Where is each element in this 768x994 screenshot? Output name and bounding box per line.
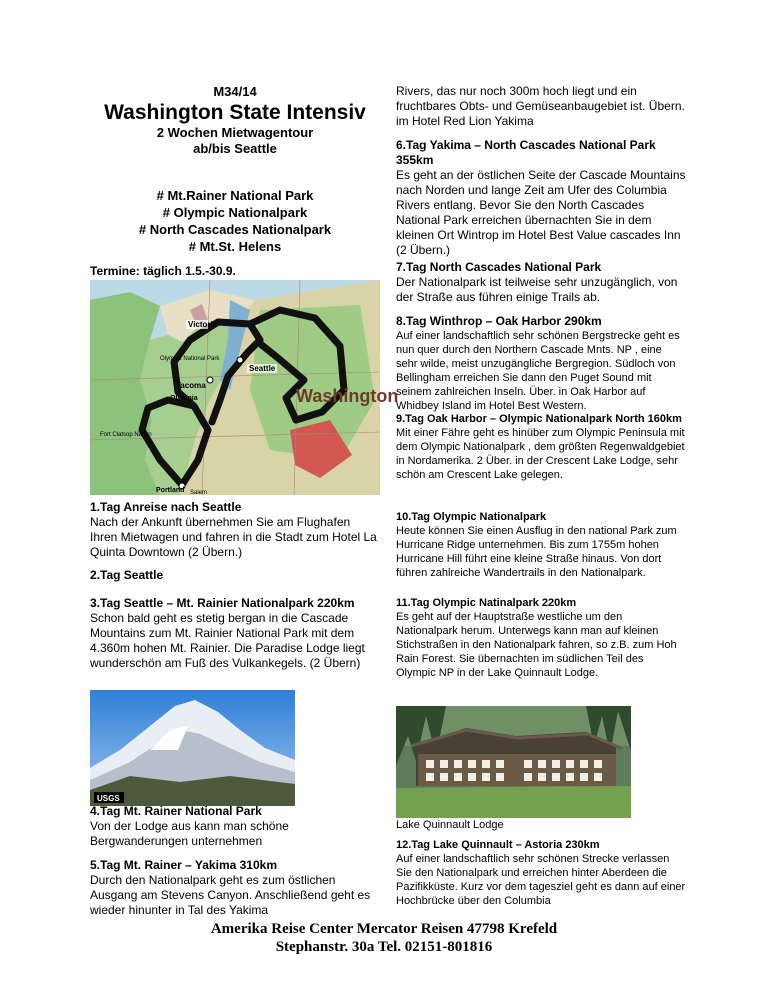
day-text: Es geht auf der Hauptstraße westliche um den Nationalpark herum. Unterwegs kann man auf kleinen Stichstraßen in den Nationalpark fahren, so z.B. zum Hoh Rain Forest. Sie übernachten im südlichen Teil des Olympic NP in der Lake Quinnault Lodge. <box>396 611 677 679</box>
day-7 <box>396 260 686 305</box>
day-heading: 3.Tag Seattle – Mt. Rainier Nationalpark 220km <box>90 596 355 610</box>
day-heading: 8.Tag Winthrop – Oak Harbor 290km <box>396 314 602 328</box>
day-9 <box>396 412 686 482</box>
day-text: Mit einer Fähre geht es hinüber zum Olympic Peninsula mit dem Olympic Nationalpark , dem größten Regenwaldgebiet in Nordamerika. 2 Über. in der Crescent Lake Lodge, sehr schön am Crescent Lake gelegen. <box>396 427 685 481</box>
photo-caption: Lake Quinnault Lodge <box>396 819 504 831</box>
route-map <box>90 280 399 496</box>
trip-code: M34/14 <box>213 84 257 99</box>
map-label-fort-clatsop: Fort Clatsop Nation <box>100 432 152 438</box>
subtitle-line-2: ab/bis Seattle <box>193 141 277 156</box>
day-text: Von der Lodge aus kann man schöne Bergwanderungen unternehmen <box>90 819 289 848</box>
day-heading: 6.Tag Yakima – North Cascades National Park 355km <box>396 138 656 167</box>
day-10 <box>396 510 686 580</box>
day-text: Auf einer landschaftlich sehr schönen Strecke verlassen Sie den Nationalpark und erreichen hinter Aberdeen die Pazifikküste. Kurz vor dem tagesziel geht es dann auf einer Hochbrücke über den Columbia <box>396 853 686 907</box>
day-heading: 7.Tag North Cascades National Park <box>396 260 602 274</box>
day-text: Rivers, das nur noch 300m hoch liegt und ein fruchtbares Obts- und Gemüseanbaugebiet ist. Übern. im Hotel Red Lion Yakima <box>396 84 685 128</box>
usgs-badge: USGS <box>97 794 120 803</box>
day-6 <box>396 138 686 258</box>
day-1 <box>90 500 380 560</box>
left-column <box>90 84 399 917</box>
day-text: Es geht an der östlichen Seite der Cascade Mountains nach Norden und lange Zeit am Ufer des Columbia Rivers entlang. Bevor Sie den North Cascades National Park erreichen übernachten Sie in dem kleinen Ort Wintrop im Hotel Best Value cascades Inn (2 Übern.) <box>396 168 686 257</box>
termine: Termine: täglich 1.5.-30.9. <box>90 264 236 278</box>
day-heading: 12.Tag Lake Quinnault – Astoria 230km <box>396 839 600 851</box>
day-text: Auf einer landschaftlich sehr schönen Bergstrecke geht es nun quer durch den Northern Cascade Mnts. NP , eine sehr wilde, meist unzugängliche Bergregion. Südloch von Bellingham erreichen Sie dann den Puget Sound mit seinem zahlreichen Inseln. Über. in Oak Harbor auf Whidbey Island im Hotel Best Western. <box>396 330 680 412</box>
day-heading: 9.Tag Oak Harbor – Olympic Nationalpark North 160km <box>396 413 682 425</box>
day-2 <box>90 568 380 583</box>
day-3 <box>90 596 380 671</box>
day-heading: 5.Tag Mt. Rainer – Yakima 310km <box>90 858 277 872</box>
day-heading: 2.Tag Seattle <box>90 568 164 582</box>
day-5 <box>90 858 380 918</box>
map-label-olympic: Olympic National Park <box>160 356 220 362</box>
lake-quinnault-lodge-photo <box>396 706 631 818</box>
map-label-washington: Washington <box>296 386 399 406</box>
highlight-item: # Olympic Nationalpark <box>162 205 308 220</box>
day-heading: 10.Tag Olympic Nationalpark <box>396 511 547 523</box>
map-label-victoria: Victoria <box>188 320 218 329</box>
highlights-list <box>90 187 380 255</box>
footer-line-1: Amerika Reise Center Mercator Reisen 47798 Krefeld <box>210 921 558 937</box>
day-text: Schon bald geht es stetig bergan in die Cascade Mountains zum Mt. Rainier National Park mit dem 4.360m hohen Mt. Rainier. Die Paradise Lodge liegt wunderschön am Fuß des Vulkankegels. (2 Übern) <box>90 611 365 670</box>
page-title: Washington State Intensiv <box>104 101 366 124</box>
map-label-portland: Portland <box>156 487 185 494</box>
day-text: Der Nationalpark ist teilweise sehr unzugänglich, von der Straße aus führen einige Trails ab. <box>396 275 678 304</box>
day-heading: 1.Tag Anreise nach Seattle <box>90 500 242 514</box>
highlight-item: # Mt.St. Helens <box>188 239 282 254</box>
day-11 <box>396 596 686 680</box>
day-5-continued <box>396 84 686 129</box>
highlight-item: # North Cascades Nationalpark <box>138 222 332 237</box>
subtitle-line-1: 2 Wochen Mietwagentour <box>156 125 314 140</box>
day-heading: 4.Tag Mt. Rainer National Park <box>90 804 262 818</box>
day-8 <box>396 314 686 413</box>
day-text: Heute können Sie einen Ausflug in den national Park zum Hurricane Ridge unternehmen. Bis zum 1755m hohen Hurricane Hill führt eine kleine Straße hinaus. Von dort führen zahlreiche Wandertrails in den Nationalpark. <box>396 525 677 579</box>
day-heading: 11.Tag Olympic Natinalpark 220km <box>396 597 577 609</box>
map-label-salem: Salem <box>190 490 208 496</box>
map-label-olympia: Olympia <box>170 395 198 402</box>
mount-rainier-photo <box>90 690 295 806</box>
day-text: Durch den Nationalpark geht es zum östlichen Ausgang am Stevens Canyon. Anschließend geht es wieder hinunter in Tal des Yakima <box>90 873 371 917</box>
map-label-tacoma: Tacoma <box>176 381 206 390</box>
day-4 <box>90 804 380 849</box>
day-12 <box>396 838 686 908</box>
map-label-seattle: Seattle <box>249 364 276 373</box>
day-text: Nach der Ankunft übernehmen Sie am Flughafen Ihren Mietwagen und fahren in die Stadt zum Hotel La Quinta Downtown (2 Übern.) <box>90 515 377 559</box>
footer-line-2: Stephanstr. 30a Tel. 02151-801816 <box>275 939 493 955</box>
highlight-item: # Mt.Rainer National Park <box>156 188 314 203</box>
